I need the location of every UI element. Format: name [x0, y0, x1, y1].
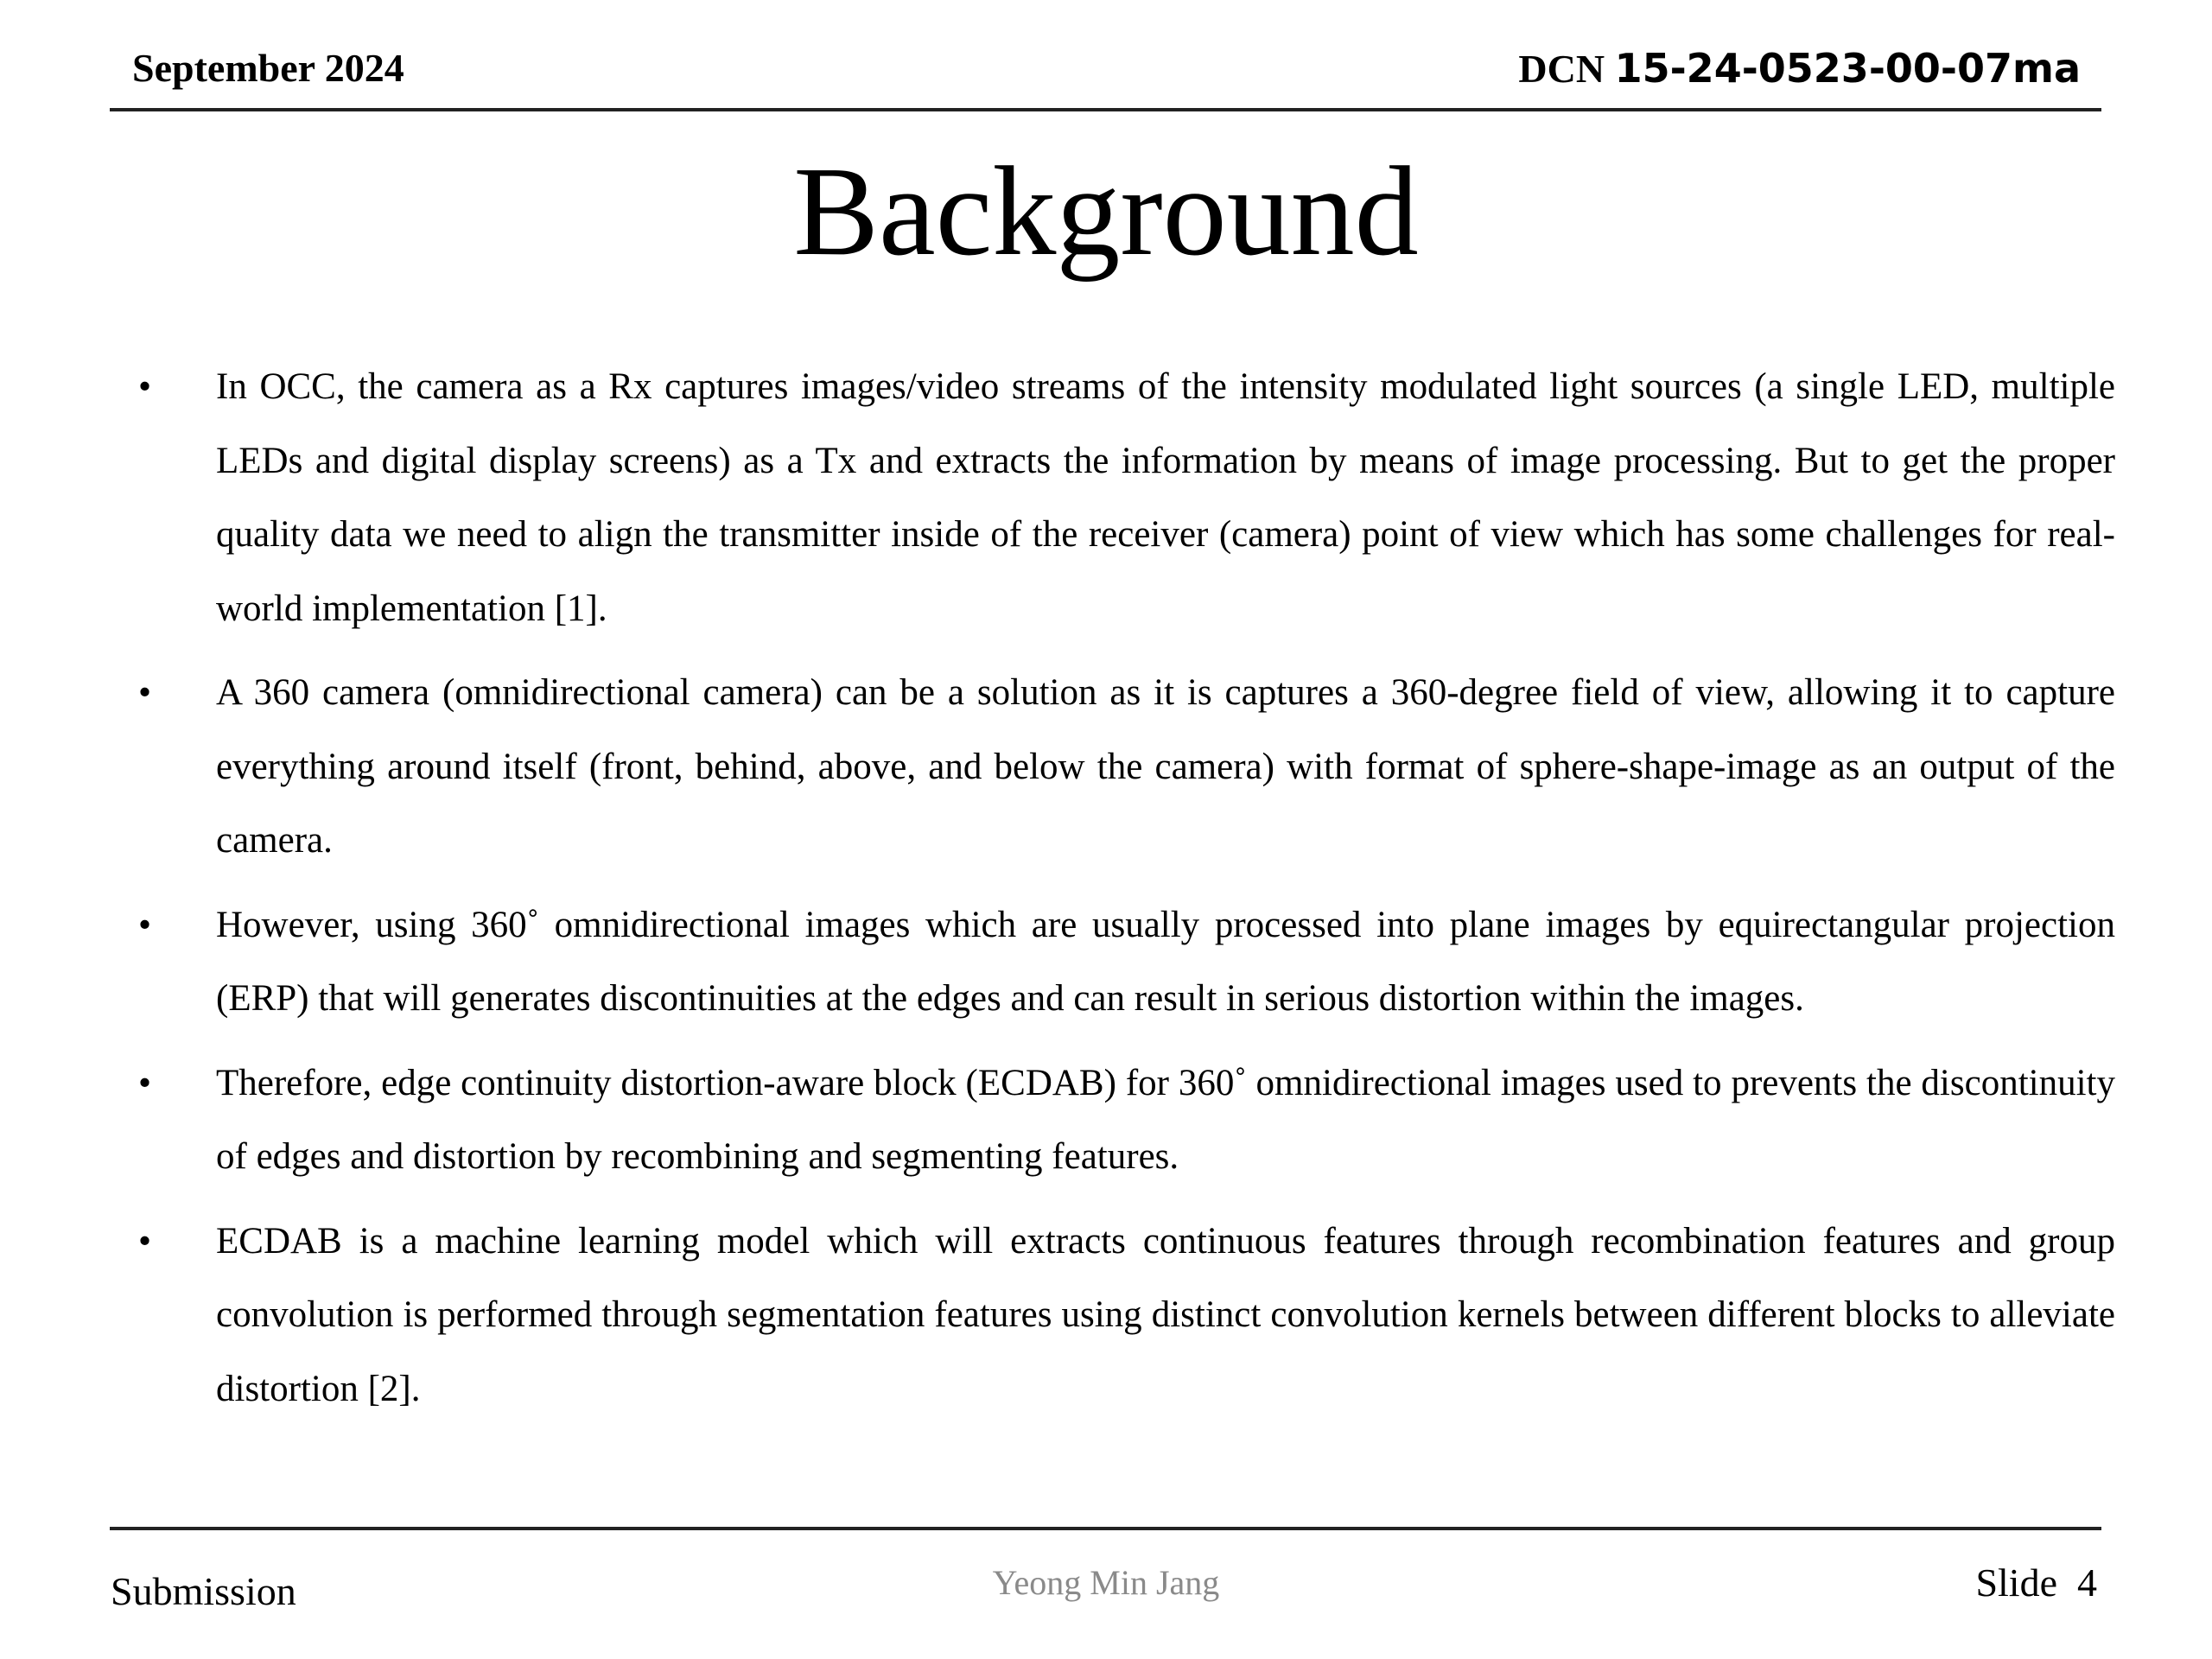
footer-rule	[110, 1527, 2101, 1530]
bullet-text: A 360 camera (omnidirectional camera) can be a solution as it is captures a 360-degree field of view, allowing it to capture everything around itself (front, behind, above, and below the camera) with format of sphere-shape-image as an output of the camera.	[216, 672, 2115, 861]
bullet-icon: •	[138, 672, 152, 713]
footer-submission: Submission	[111, 1569, 296, 1613]
dcn-number: 15-24-0523-00-07ma	[1614, 45, 2081, 92]
slide-title: Background	[793, 141, 1419, 283]
footer-author: Yeong Min Jang	[992, 1563, 1220, 1602]
bullet-text: In OCC, the camera as a Rx captures images/video streams of the intensity modulated light sources (a single LED, multiple LEDs and digital display screens) as a Tx and extracts the information by means of image processing. But to get the proper quality data we need to align the transmitter inside of the receiver (camera) point of view which has some challenges for real-world implementation [1].	[216, 366, 2115, 629]
bullet-icon: •	[138, 904, 152, 945]
footer-slide-number	[1975, 1560, 2097, 1605]
bullet-text: However, using 360˚ omnidirectional images which are usually processed into plane images by equirectangular projection (ERP) that will generates discontinuities at the edges and can result in serious distortion within the images.	[216, 904, 2115, 1019]
header-dcn	[1518, 45, 2081, 92]
slide-number: 4	[2077, 1560, 2097, 1605]
header-rule	[110, 108, 2101, 111]
bullet-item	[138, 1046, 2115, 1194]
bullet-item	[138, 656, 2115, 878]
bullet-icon: •	[138, 1062, 152, 1103]
dcn-label: DCN	[1518, 47, 1605, 91]
slide-label: Slide	[1975, 1560, 2057, 1605]
bullet-text: ECDAB is a machine learning model which will extracts continuous features through recombination features and group convolution is performed through segmentation features using distinct convolution kernels between different blocks to alleviate distortion [2].	[216, 1220, 2115, 1409]
header-date: September 2024	[132, 46, 404, 90]
bullet-item	[138, 350, 2115, 645]
bullet-text: Therefore, edge continuity distortion-aware block (ECDAB) for 360˚ omnidirectional images used to prevents the discontinuity of edges and distortion by recombining and segmenting features.	[216, 1062, 2115, 1177]
bullet-icon: •	[138, 1220, 152, 1262]
bullet-item	[138, 888, 2115, 1036]
bullet-list	[138, 350, 2115, 1436]
bullet-icon: •	[138, 366, 152, 407]
bullet-item	[138, 1205, 2115, 1427]
